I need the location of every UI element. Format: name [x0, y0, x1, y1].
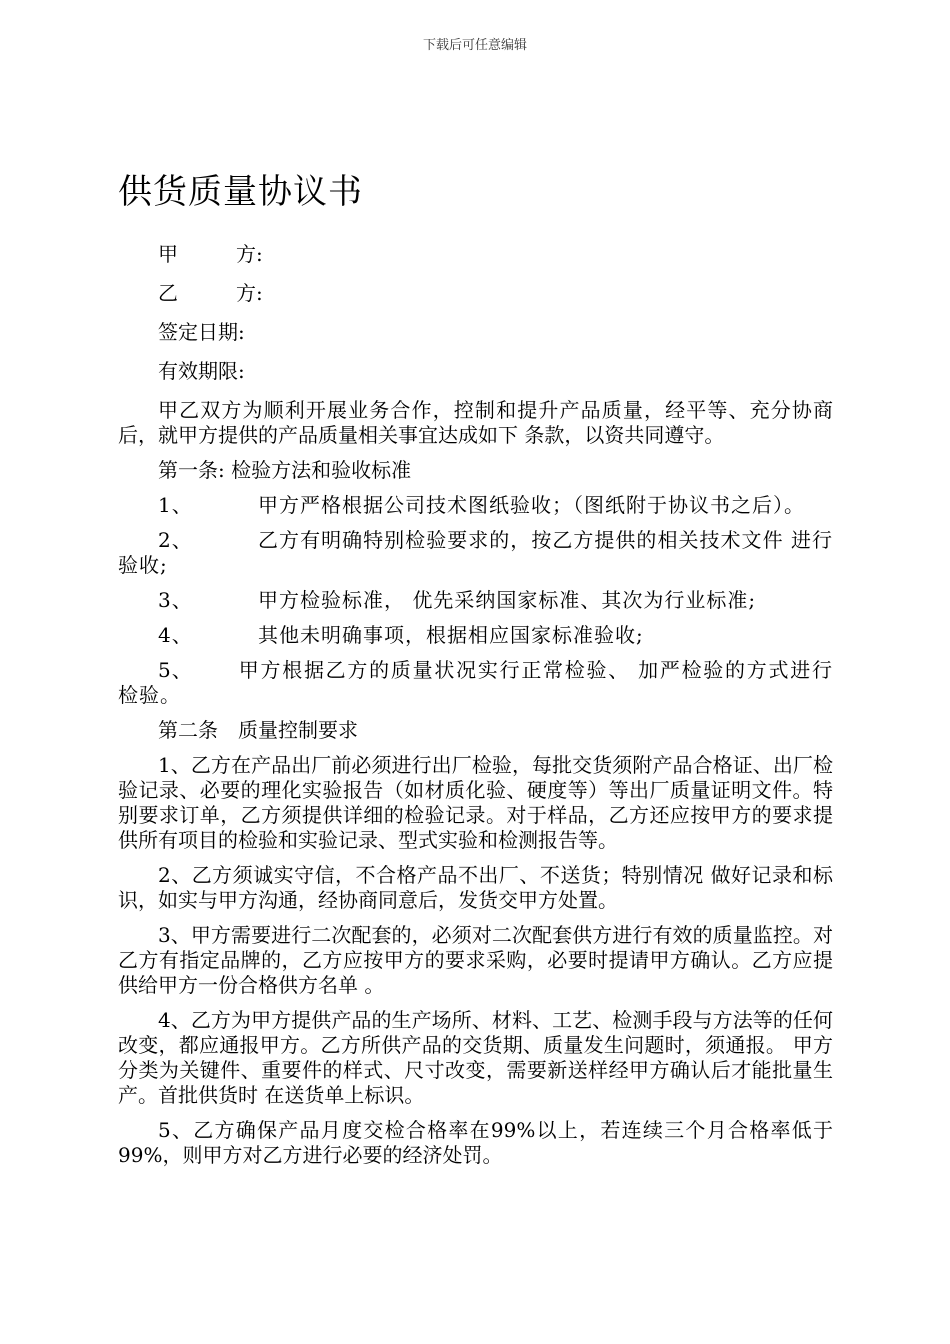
document-body	[118, 242, 833, 1178]
sign-date-field	[158, 320, 833, 345]
item-number: 1、	[158, 493, 193, 517]
field-label: 乙	[158, 281, 178, 305]
field-label: 签定日期:	[158, 320, 245, 344]
article-1-item	[118, 658, 833, 708]
field-label: 甲	[158, 242, 178, 266]
article-1-item	[118, 528, 833, 578]
intro-paragraph: 甲乙双方为顺利开展业务合作，控制和提升产品质量，经平等、充分协商后，就甲方提供的产品质量相关事宜达成如下 条款，以资共同遵守。	[118, 398, 833, 447]
item-number: 4、	[158, 623, 193, 647]
validity-field	[158, 359, 833, 384]
party-a-field	[158, 242, 833, 267]
field-label-suffix: 方:	[236, 281, 263, 305]
article-2-title: 第二条 质量控制要求	[158, 718, 358, 742]
article-2-paragraph: 5、乙方确保产品月度交检合格率在99%以上，若连续三个月合格率低于99%，则甲方对乙方进行必要的经济处罚。	[118, 1118, 833, 1167]
party-b-field	[158, 281, 833, 306]
document-title: 供货质量协议书	[118, 172, 363, 212]
page-header-note: 下载后可任意编辑	[422, 38, 527, 53]
field-label-suffix: 方:	[236, 242, 263, 266]
item-number: 2、	[158, 528, 193, 552]
article-1-item	[118, 588, 833, 613]
article-1-item	[118, 493, 833, 518]
field-label: 有效期限:	[158, 359, 245, 383]
article-2-paragraph: 4、乙方为甲方提供产品的生产场所、材料、工艺、检测手段与方法等的任何改变，都应通报甲方。乙方所供产品的交货期、质量发生问题时，须通报。 甲方分类为关键件、重要件的样式、尺寸改变，需要新送样经甲方确认后才能批量生产。首批供货时 在送货单上标识。	[118, 1008, 833, 1107]
article-1-item	[118, 623, 833, 648]
item-text: 其他未明确事项，根据相应国家标准验收;	[258, 623, 644, 647]
item-text: 乙方有明确特别检验要求的，按乙方提供的相关技术文件 进行验收;	[118, 528, 833, 577]
article-2-paragraph: 1、乙方在产品出厂前必须进行出厂检验，每批交货须附产品合格证、出厂检验记录、必要的理化实验报告（如材质化验、硬度等）等出厂质量证明文件。特别要求订单，乙方须提供详细的检验记录。对于样品，乙方还应按甲方的要求提供所有项目的检验和实验记录、型式实验和检测报告等。	[118, 753, 833, 852]
article-2-paragraph: 3、甲方需要进行二次配套的，必须对二次配套供方进行有效的质量监控。对乙方有指定品牌的，乙方应按甲方的要求采购，必要时提请甲方确认。乙方应提供给甲方一份合格供方名单 。	[118, 923, 833, 997]
item-number: 3、	[158, 588, 193, 612]
item-text: 甲方检验标准， 优先采纳国家标准、其次为行业标准;	[258, 588, 757, 612]
item-text: 甲方根据乙方的质量状况实行正常检验、 加严检验的方式进行检验。	[118, 658, 833, 707]
item-text: 甲方严格根据公司技术图纸验收；（图纸附于协议书之后）。	[258, 493, 805, 517]
item-number: 5、	[158, 658, 193, 682]
article-1-title: 第一条: 检验方法和验收标准	[158, 458, 412, 482]
article-2-paragraph: 2、乙方须诚实守信，不合格产品不出厂、不送货；特别情况 做好记录和标识，如实与甲方沟通，经协商同意后，发货交甲方处置。	[118, 863, 833, 912]
